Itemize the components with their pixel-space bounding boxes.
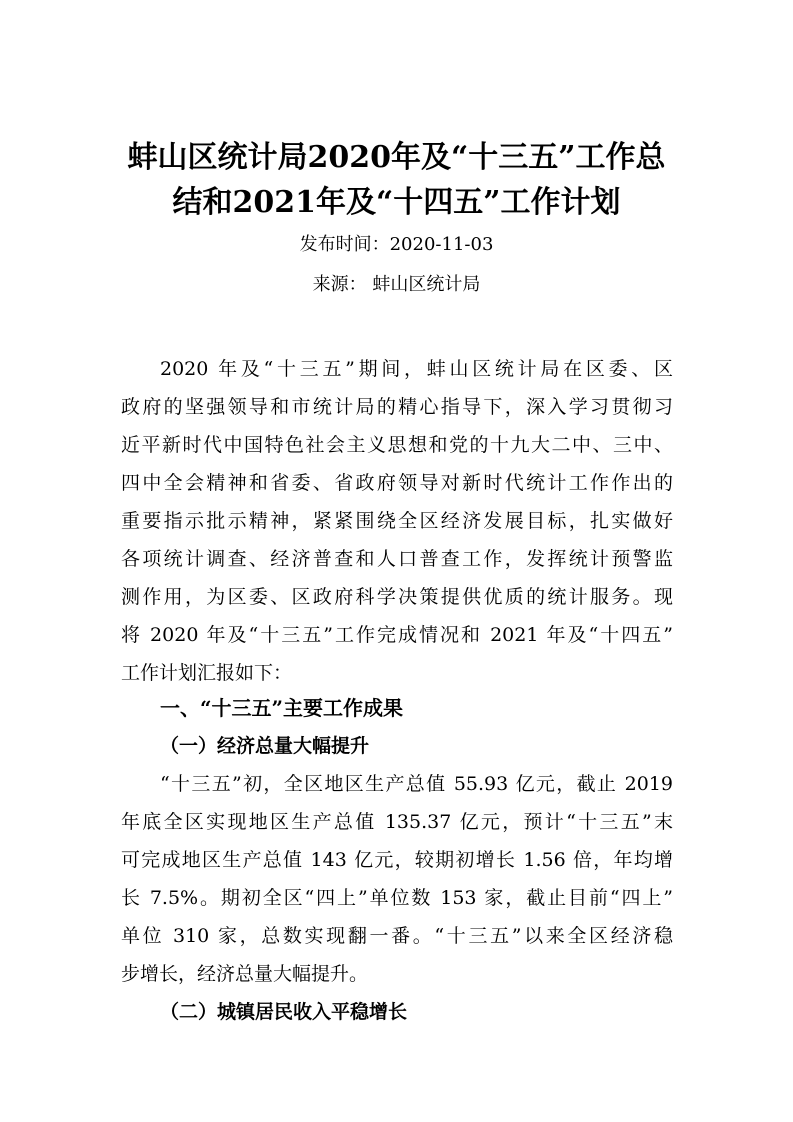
intro-line: 工作计划汇报如下： <box>121 662 293 684</box>
body-line: 单位 310 家，总数实现翻一番。“十三五”以来全区经济稳 <box>121 925 673 947</box>
document-title-line-1: 蚌山区统计局2020年及“十三五”工作总 <box>127 140 666 175</box>
intro-line: 近平新时代中国特色社会主义思想和党的十九大二中、三中、 <box>121 434 673 456</box>
subsection-heading: （二）城镇居民收入平稳增长 <box>160 1001 408 1023</box>
source: 来源： 蚌山区统计局 <box>312 274 481 295</box>
intro-line: 各项统计调查、经济普查和人口普查工作，发挥统计预警监 <box>121 548 673 570</box>
intro-line: 政府的坚强领导和市统计局的精心指导下，深入学习贯彻习 <box>121 396 673 418</box>
body-line: 年底全区实现地区生产总值 135.37 亿元，预计“十三五”末 <box>121 811 673 833</box>
body-line: 长 7.5%。期初全区“四上”单位数 153 家，截止目前“四上” <box>121 887 673 909</box>
intro-line: 四中全会精神和省委、省政府领导对新时代统计工作作出的 <box>121 472 673 494</box>
body-line: “十三五”初，全区地区生产总值 55.93 亿元，截止 2019 <box>160 773 673 795</box>
publish-time: 发布时间：2020-11-03 <box>299 234 494 255</box>
body-line: 步增长，经济总量大幅提升。 <box>121 963 369 985</box>
intro-line: 将 2020 年及“十三五”工作完成情况和 2021 年及“十四五” <box>121 624 673 646</box>
section-heading: 一、“十三五”主要工作成果 <box>160 696 404 720</box>
intro-line: 重要指示批示精神，紧紧围绕全区经济发展目标，扎实做好 <box>121 510 673 532</box>
body-line: 可完成地区生产总值 143 亿元，较期初增长 1.56 倍，年均增 <box>121 849 673 871</box>
intro-line: 测作用，为区委、区政府科学决策提供优质的统计服务。现 <box>121 586 673 608</box>
subsection-heading: （一）经济总量大幅提升 <box>160 735 370 757</box>
intro-line: 2020 年及“十三五”期间，蚌山区统计局在区委、区 <box>160 358 673 380</box>
document-title-line-2: 结和2021年及“十四五”工作计划 <box>172 185 621 220</box>
